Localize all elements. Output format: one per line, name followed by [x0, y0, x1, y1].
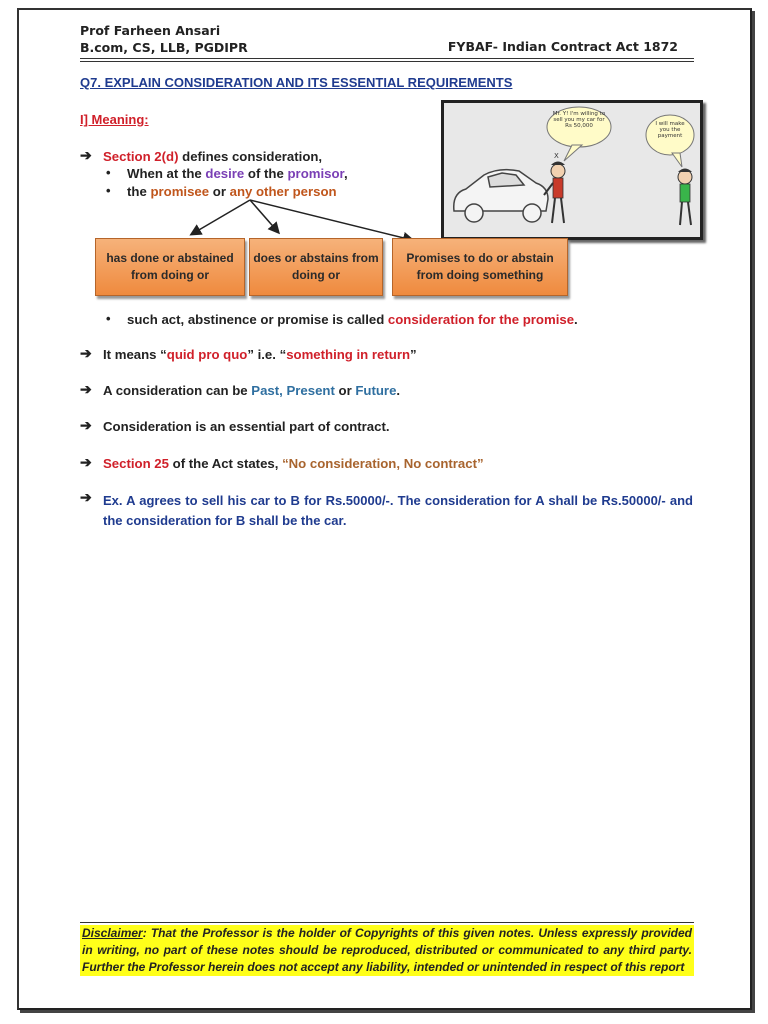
section-heading: I] Meaning: [80, 112, 149, 127]
bullet-desire: When at the desire of the promisor, [127, 166, 348, 181]
person-y-icon [678, 169, 692, 226]
box-has-done: has done or abstained from doing or [95, 238, 245, 296]
definition-line: Section 2(d) defines consideration, [103, 149, 323, 164]
question-title: Q7. EXPLAIN CONSIDERATION AND ITS ESSENTIAL REQUIREMENTS [80, 75, 513, 90]
arrow-icon: ➔ [80, 489, 92, 505]
bullet-icon: • [106, 183, 111, 198]
arrow-icon: ➔ [80, 345, 92, 361]
arrow-icon: ➔ [80, 417, 92, 433]
cartoon-svg [444, 103, 700, 237]
bubble-y-text: I will make you the payment [655, 121, 685, 139]
cartoon-illustration [441, 100, 703, 240]
point-quid-pro-quo: It means “quid pro quo” i.e. “something in return” [103, 347, 417, 362]
author-qualifications: B.com, CS, LLB, PGDIPR [80, 40, 248, 55]
person-x-icon [544, 162, 565, 224]
arrow-icon: ➔ [80, 147, 92, 163]
disclaimer-label: Disclaimer [82, 926, 143, 940]
course-title: FYBAF- Indian Contract Act 1872 [447, 39, 678, 54]
point-past-present-future: A consideration can be Past, Present or Future. [103, 383, 401, 398]
header-rule-thin [80, 61, 694, 62]
disclaimer-rule [80, 922, 694, 923]
bullet-icon: • [106, 165, 111, 180]
author-name: Prof Farheen Ansari [80, 23, 221, 38]
bullet-consideration: such act, abstinence or promise is called consideration for the promise. [127, 312, 578, 327]
car-icon [454, 170, 548, 222]
point-section-25: Section 25 of the Act states, “No consideration, No contract” [103, 456, 484, 471]
bubble-x-text: Mr. Y! I'm willing to sell you my car for Rs 50,000 [552, 111, 606, 129]
person-x-label: X [554, 152, 559, 160]
disclaimer-text: : That the Professor is the holder of Copyrights of this given notes. Unless expressly provided in writing, no part of these notes should be reproduced, distributed or communicated to any third party. Further the Professor herein does not accept any liability, intended or unintended in respect of this report [82, 926, 692, 974]
point-example: Ex. A agrees to sell his car to B for Rs.50000/-. The consideration for A shall be Rs.50000/- and the consideration for B shall be the car. [103, 493, 693, 528]
box-does-abstain: does or abstains from doing or [249, 238, 383, 296]
bullet-promisee: the promisee or any other person [127, 184, 337, 199]
disclaimer [80, 925, 694, 976]
bullet-icon: • [106, 311, 111, 326]
arrow-icon: ➔ [80, 454, 92, 470]
point-essential-part: Consideration is an essential part of contract. [103, 419, 390, 434]
box-promises: Promises to do or abstain from doing something [392, 238, 568, 296]
header-left [80, 22, 248, 56]
header-rule [80, 58, 694, 59]
arrow-icon: ➔ [80, 381, 92, 397]
